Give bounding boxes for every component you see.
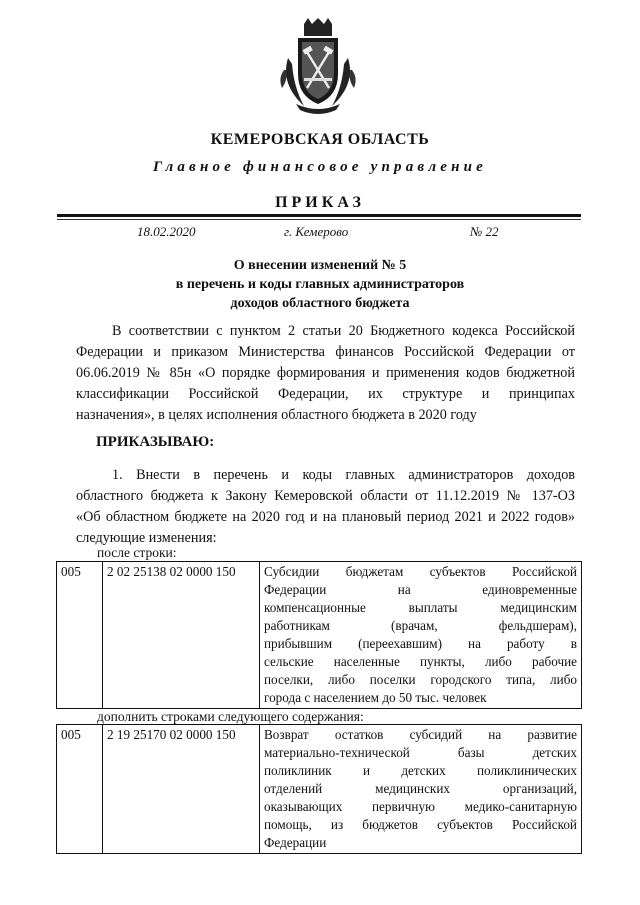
order-subject — [0, 256, 640, 313]
table-row — [57, 725, 582, 854]
description-line: прибывшим (переехавшим) на работу в — [264, 636, 577, 651]
paragraph-line: 06.06.2019 № 85н «О порядке формирования и применения кодов бюджетной — [76, 365, 575, 381]
paragraph-line: «Об областном бюджете на 2020 год и на плановый период 2021 и 2022 годов» — [76, 509, 575, 525]
description-line: Возврат остатков субсидий на развитие — [264, 727, 577, 742]
order-date: 18.02.2020 — [137, 224, 196, 239]
department-name: Главное финансовое управление — [152, 159, 487, 175]
description-line: помощь, из бюджетов субъектов Российской — [264, 817, 577, 832]
order-number: № 22 — [470, 224, 499, 239]
subject-line: О внесении изменений № 5 — [233, 258, 407, 273]
document-type-title: ПРИКАЗ — [275, 194, 365, 211]
paragraph-line: Федерации и приказом Министерства финансов Российской Федерации от — [76, 344, 575, 360]
description-cell — [260, 725, 582, 854]
admin-code-cell: 005 — [57, 562, 103, 709]
coat-of-arms-emblem — [274, 18, 362, 114]
description-line: Федерации на единовременные — [264, 582, 577, 597]
admin-code-cell: 005 — [57, 725, 103, 854]
existing-row-table — [56, 561, 582, 709]
paragraph-line: назначения», в целях исполнения областного бюджета в 2020 году — [76, 407, 477, 423]
description-line: Субсидии бюджетам субъектов Российской — [264, 564, 577, 579]
description-line: материально-технической базы детских — [264, 745, 577, 760]
add-rows-label: дополнить строками следующего содержания: — [97, 709, 364, 724]
order-directive-heading: ПРИКАЗЫВАЮ: — [96, 434, 215, 450]
header-divider-thick — [57, 214, 581, 217]
paragraph-line: 1. Внести в перечень и коды главных администраторов доходов — [112, 467, 575, 483]
new-row-table — [56, 724, 582, 854]
description-line: компенсационные выплаты медицинским — [264, 600, 577, 615]
paragraph-line: классификации Российской Федерации, их структуре и принципах — [76, 386, 575, 402]
description-cell — [260, 562, 582, 709]
income-code-cell: 2 02 25138 02 0000 150 — [103, 562, 260, 709]
item-1-paragraph — [76, 465, 575, 549]
description-line: города с населением до 50 тыс. человек — [264, 690, 487, 705]
description-line: оказывающих первичную медико-санитарную — [264, 799, 577, 814]
description-line: сельские населенные пункты, либо рабочие — [264, 654, 577, 669]
paragraph-line: следующие изменения: — [76, 530, 217, 546]
header-divider-thin — [57, 219, 581, 220]
subject-line: доходов областного бюджета — [230, 296, 410, 311]
paragraph-line: областного бюджета к Закону Кемеровской области от 11.12.2019 № 137-ОЗ — [76, 488, 575, 504]
description-line: работникам (врачам, фельдшерам), — [264, 618, 577, 633]
coat-of-arms-icon — [274, 18, 362, 114]
region-title: КЕМЕРОВСКАЯ ОБЛАСТЬ — [210, 131, 430, 148]
order-city: г. Кемерово — [284, 224, 349, 239]
paragraph-line: В соответствии с пунктом 2 статьи 20 Бюджетного кодекса Российской — [112, 323, 575, 339]
description-line: поликлиник и детских поликлинических — [264, 763, 577, 778]
income-code-cell: 2 19 25170 02 0000 150 — [103, 725, 260, 854]
description-line: поселки, либо поселки городского типа, либо — [264, 672, 577, 687]
preamble-paragraph — [76, 321, 575, 426]
description-line: отделений медицинских организаций, — [264, 781, 577, 796]
table-row — [57, 562, 582, 709]
after-row-label: после строки: — [97, 545, 177, 560]
description-line: Федерации — [264, 835, 327, 850]
subject-line: в перечень и коды главных администраторов — [175, 277, 465, 292]
